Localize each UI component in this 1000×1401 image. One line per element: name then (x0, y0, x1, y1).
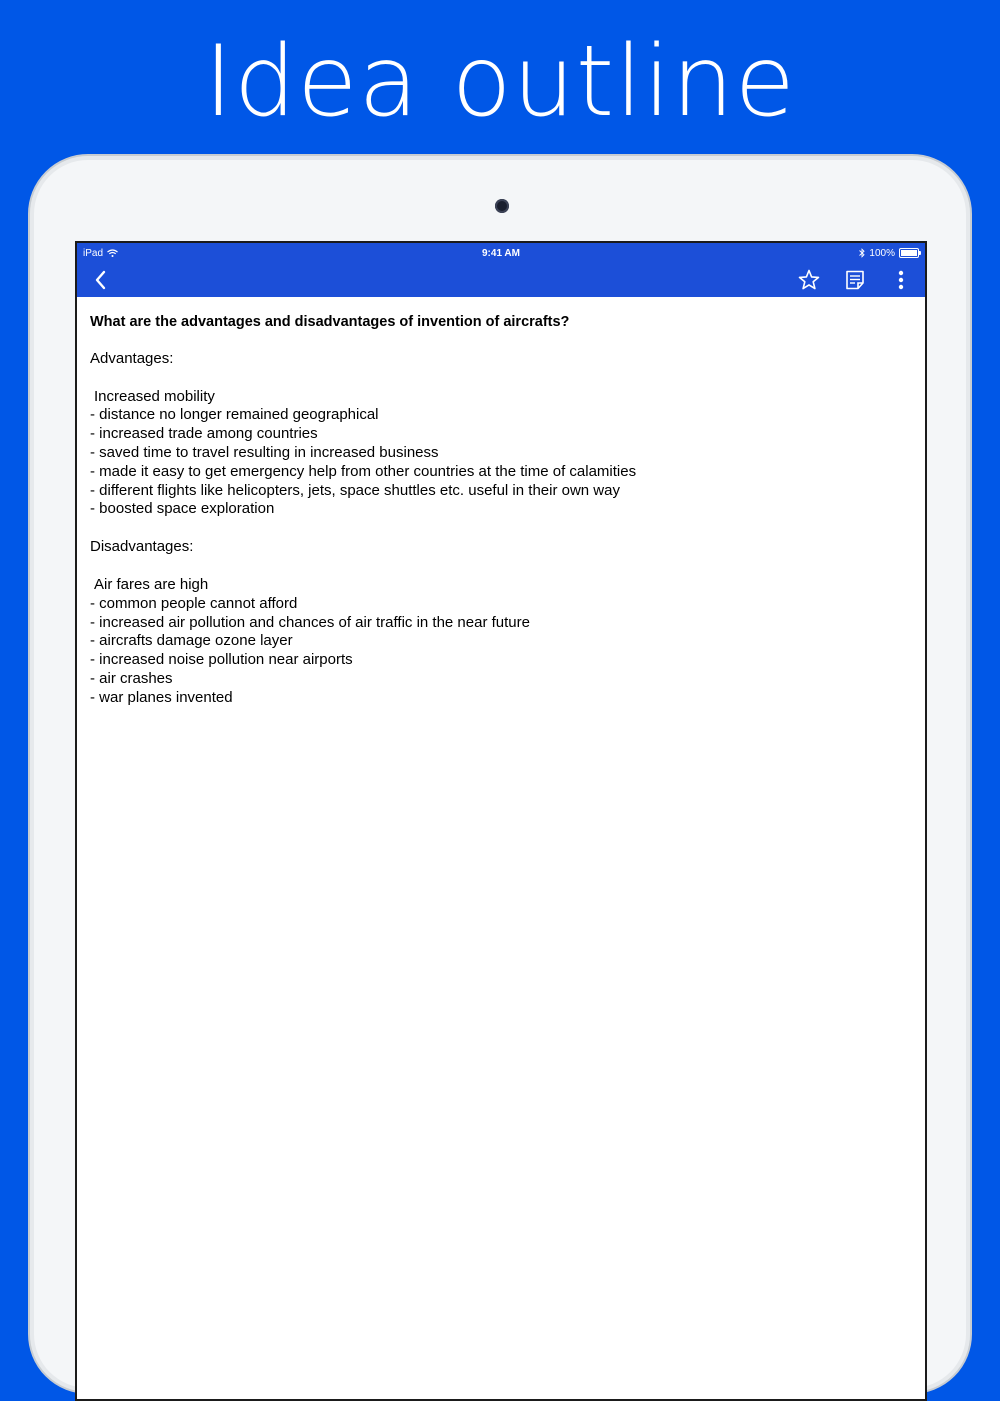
list-item: - aircrafts damage ozone layer (90, 632, 293, 650)
idea-question: What are the advantages and disadvantages of invention of aircrafts? (90, 314, 570, 330)
device-label: iPad (83, 247, 104, 259)
list-item: - common people cannot afford (90, 594, 298, 612)
chevron-left-icon (94, 270, 108, 290)
idea-content (77, 297, 925, 743)
nav-actions (793, 264, 917, 296)
list-item: - boosted space exploration (90, 500, 275, 518)
list-item: - made it easy to get emergency help from other countries at the time of calamities (90, 462, 637, 480)
more-button[interactable] (885, 264, 917, 296)
list-item: - increased trade among countries (90, 425, 318, 443)
status-left (83, 248, 118, 259)
app-screen (75, 241, 927, 1401)
notes-icon (844, 269, 866, 291)
back-button[interactable] (85, 264, 117, 296)
status-bar (77, 243, 925, 263)
list-item: - different flights like helicopters, jets, space shuttles etc. useful in their own way (90, 481, 620, 499)
disadvantages-lead: Air fares are high (94, 575, 209, 593)
ipad-frame (28, 154, 972, 1394)
nav-bar (77, 263, 925, 297)
status-time: 9:41 AM (482, 247, 520, 259)
list-item: - saved time to travel resulting in increased business (90, 443, 439, 461)
wifi-icon (107, 249, 118, 257)
camera-icon (495, 199, 509, 213)
advantages-lead: Increased mobility (94, 387, 215, 405)
status-right (859, 248, 919, 259)
more-vertical-icon (898, 270, 904, 290)
battery-fill (901, 250, 917, 256)
disadvantages-title: Disadvantages: (90, 538, 194, 556)
list-item: - war planes invented (90, 688, 233, 706)
list-item: - increased noise pollution near airports (90, 651, 353, 669)
advantages-list (90, 406, 912, 519)
favorite-button[interactable] (793, 264, 825, 296)
notes-button[interactable] (839, 264, 871, 296)
battery-percentage: 100% (869, 247, 895, 259)
list-item: - increased air pollution and chances of air traffic in the near future (90, 613, 530, 631)
promo-headline: Idea outline (204, 25, 796, 139)
star-icon (797, 268, 821, 292)
list-item: - air crashes (90, 669, 173, 687)
list-item: - distance no longer remained geographical (90, 406, 379, 424)
disadvantages-list (90, 595, 912, 708)
battery-icon (899, 248, 919, 258)
bluetooth-icon (859, 248, 865, 258)
advantages-title: Advantages: (90, 349, 174, 367)
